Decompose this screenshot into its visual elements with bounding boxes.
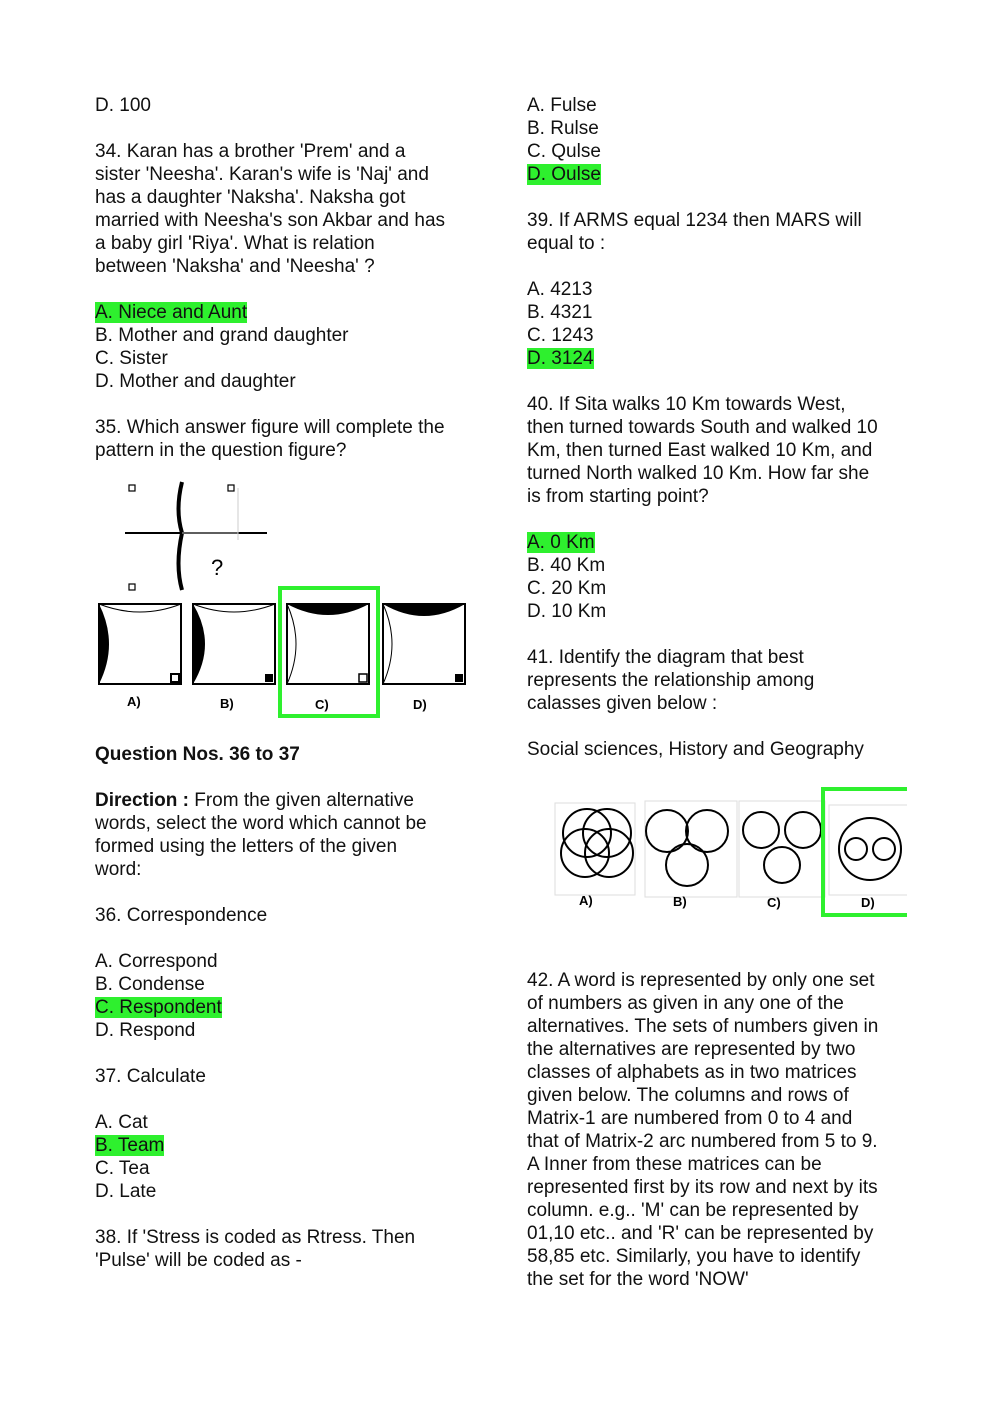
q35-option-b-figure [193, 604, 275, 684]
q40-option-d: D. 10 Km [527, 601, 607, 622]
q35-label-a: A) [127, 694, 141, 709]
q39-line: equal to : [527, 233, 606, 254]
direction-line: formed using the letters of the given [95, 836, 398, 857]
q35-option-d-figure [383, 604, 465, 684]
q39-option-d-correct: D. 3124 [527, 348, 594, 369]
q35-option-c-figure [287, 604, 369, 684]
q41-line: represents the relationship among [527, 670, 815, 691]
left-column [95, 94, 475, 1272]
q39-option-a: A. 4213 [527, 279, 593, 300]
q34-option-d: D. Mother and daughter [95, 371, 296, 392]
q34-line: between 'Naksha' and 'Neesha' ? [95, 256, 375, 277]
q40-option-c: C. 20 Km [527, 578, 607, 599]
q42-line: the alternatives are represented by two [527, 1039, 856, 1060]
q34-line: a baby girl 'Riya'. What is relation [95, 233, 375, 254]
q35-label-c: C) [315, 697, 329, 712]
q36-question: 36. Correspondence [95, 905, 268, 926]
section-heading: Question Nos. 36 to 37 [95, 744, 300, 765]
q38-option-c: C. Qulse [527, 141, 601, 162]
corner-square-icon [129, 485, 135, 491]
q40-line: is from starting point? [527, 486, 709, 507]
q37-option-b-correct: B. Team [95, 1135, 165, 1156]
q34-text [95, 140, 475, 278]
q40-options [527, 531, 907, 623]
q41-option-d-figure [829, 805, 907, 895]
q37-option-c: C. Tea [95, 1158, 150, 1179]
corner-square-icon [129, 584, 135, 590]
q39-option-b: B. 4321 [527, 302, 593, 323]
q39-line: 39. If ARMS equal 1234 then MARS will [527, 210, 862, 231]
q34-line: sister 'Neesha'. Karan's wife is 'Naj' and [95, 164, 429, 185]
direction-label: Direction : [95, 790, 189, 811]
q37-question: 37. Calculate [95, 1066, 206, 1087]
q42-line: classes of alphabets as in two matrices [527, 1062, 857, 1083]
q40-line: then turned towards South and walked 10 [527, 417, 878, 438]
q42-line: A Inner from these matrices can be [527, 1154, 822, 1175]
q37-option-d: D. Late [95, 1181, 157, 1202]
q35-label-b: B) [220, 696, 234, 711]
direction-line: words, select the word which cannot be [95, 813, 427, 834]
q34-option-c: C. Sister [95, 348, 168, 369]
q38-line: 38. If 'Stress is coded as Rtress. Then [95, 1227, 416, 1248]
q40-line: 40. If Sita walks 10 Km towards West, [527, 394, 846, 415]
q36-option-a: A. Correspond [95, 951, 218, 972]
q42-line: alternatives. The sets of numbers given in [527, 1016, 879, 1037]
q35-line: 35. Which answer figure will complete the [95, 417, 445, 438]
q35-label-d: D) [413, 697, 427, 712]
q36-option-c-correct: C. Respondent [95, 997, 222, 1018]
q41-label-c: C) [767, 895, 781, 910]
right-column [527, 94, 907, 1291]
q38-option-b: B. Rulse [527, 118, 599, 139]
q38-option-d-correct: D. Oulse [527, 164, 601, 185]
direction-text [95, 789, 475, 881]
q39-options [527, 278, 907, 370]
q35-question-mark: ? [211, 555, 224, 580]
q34-line: has a daughter 'Naksha'. Naksha got [95, 187, 406, 208]
q35-text [95, 416, 475, 462]
q36-options [95, 950, 475, 1042]
q41-label-d: D) [861, 895, 875, 910]
q34-option-a-correct: A. Niece and Aunt [95, 302, 248, 323]
q34-line: 34. Karan has a brother 'Prem' and a [95, 141, 406, 162]
q40-option-b: B. 40 Km [527, 555, 606, 576]
q42-line: of numbers as given in any one of the [527, 993, 844, 1014]
q40-option-a-correct: A. 0 Km [527, 532, 595, 553]
q34-line: married with Neesha's son Akbar and has [95, 210, 446, 231]
q41-option-c-figure [739, 801, 825, 897]
q42-line: given below. The columns and rows of [527, 1085, 849, 1106]
q39-option-c: C. 1243 [527, 325, 594, 346]
q41-line: calasses given below : [527, 693, 718, 714]
direction-line: From the given alternative [188, 790, 414, 811]
q42-text [527, 969, 907, 1291]
q35-line: pattern in the question figure? [95, 440, 347, 461]
q41-line: 41. Identify the diagram that best [527, 647, 804, 668]
q42-line: the set for the word 'NOW' [527, 1269, 749, 1290]
q39-text [527, 209, 907, 255]
q41-figure [527, 783, 907, 919]
q38-text [95, 1226, 475, 1272]
q41-label-a: A) [579, 893, 593, 908]
q34-option-b: B. Mother and grand daughter [95, 325, 349, 346]
q40-line: Km, then turned East walked 10 Km, and [527, 440, 873, 461]
q37-options [95, 1111, 475, 1203]
q38-line: 'Pulse' will be coded as - [95, 1250, 302, 1271]
q42-line: represented first by its row and next by its [527, 1177, 878, 1198]
q41-classes: Social sciences, History and Geography [527, 739, 864, 760]
q34-options [95, 301, 475, 393]
q41-text [527, 646, 907, 715]
q36-option-d: D. Respond [95, 1020, 196, 1041]
q42-line: that of Matrix-2 arc numbered from 5 to 9. [527, 1131, 878, 1152]
q40-line: turned North walked 10 Km. How far she [527, 463, 870, 484]
q41-option-b-figure [645, 801, 737, 897]
q42-line: Matrix-1 are numbered from 0 to 4 and [527, 1108, 853, 1129]
q41-option-a-figure [555, 803, 635, 895]
q38-options [527, 94, 907, 186]
q40-text [527, 393, 907, 508]
q33-option-d: D. 100 [95, 95, 151, 116]
q37-option-a: A. Cat [95, 1112, 148, 1133]
q36-option-b: B. Condense [95, 974, 205, 995]
q35-question-figure [125, 482, 267, 590]
direction-line: word: [95, 859, 142, 880]
q42-line: 58,85 etc. Similarly, you have to identify [527, 1246, 861, 1267]
q42-line: 42. A word is represented by only one set [527, 970, 875, 991]
q42-line: column. e.g.. 'M' can be represented by [527, 1200, 859, 1221]
q35-figure [95, 480, 475, 728]
q35-option-a-figure [99, 604, 181, 684]
q38-option-a: A. Fulse [527, 95, 597, 116]
q41-label-b: B) [673, 894, 687, 909]
q42-line: 01,10 etc.. and 'R' can be represented by [527, 1223, 874, 1244]
corner-square-icon [228, 485, 234, 491]
